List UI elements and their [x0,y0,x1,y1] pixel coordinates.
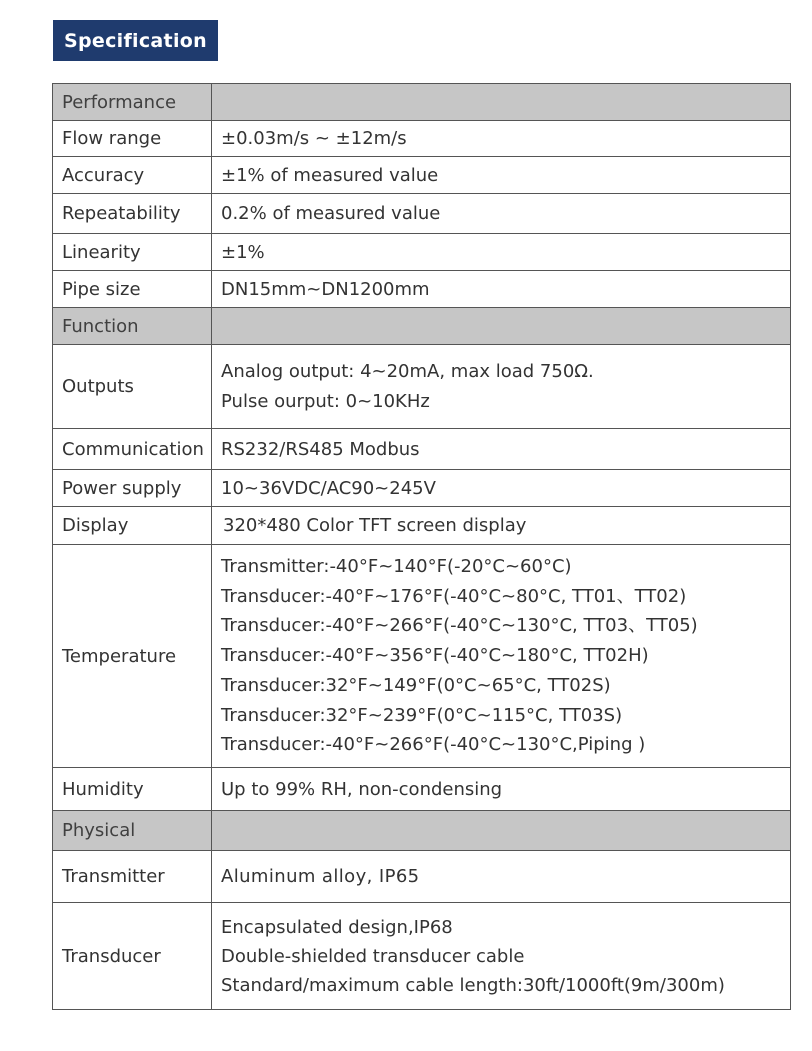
section-title: Performance [53,84,212,121]
row-label: Display [53,507,212,545]
temperature-line: Transducer:-40°F~356°F(-40°C~180°C, TT02H) [221,645,649,667]
table-row [53,234,791,271]
row-value [212,545,791,768]
row-value [212,903,791,1010]
output-line: Analog output: 4~20mA, max load 750Ω. [221,360,594,382]
row-label: Flow range [53,121,212,157]
table-row [53,194,791,234]
row-value: Up to 99% RH, non-condensing [212,768,791,811]
section-row-function [53,308,791,345]
row-value: ±1% [212,234,791,271]
row-label: Temperature [53,545,212,768]
row-label: Transducer [53,903,212,1010]
row-value: ±1% of measured value [212,157,791,194]
table-row [53,429,791,470]
table-row [53,768,791,811]
table-row-outputs [53,345,791,429]
row-label: Humidity [53,768,212,811]
temperature-line: Transducer:32°F~149°F(0°C~65°C, TT02S) [221,674,611,696]
temperature-line: Transducer:-40°F~176°F(-40°C~80°C, TT01、TT02) [221,585,687,607]
output-line: Pulse ourput: 0~10KHz [221,390,430,412]
table-row-transducer [53,903,791,1010]
section-filler [212,811,791,851]
specification-title: Specification [53,20,218,61]
section-filler [212,308,791,345]
section-title: Function [53,308,212,345]
section-row-physical [53,811,791,851]
section-row-performance [53,84,791,121]
temperature-line: Transducer:32°F~239°F(0°C~115°C, TT03S) [221,704,623,726]
row-value: 0.2% of measured value [212,194,791,234]
table-row [53,507,791,545]
row-value: 10~36VDC/AC90~245V [212,470,791,507]
row-label: Communication [53,429,212,470]
row-label: Transmitter [53,851,212,903]
temperature-line: Transducer:-40°F~266°F(-40°C~130°C,Piping ) [221,734,646,756]
row-value: 320*480 Color TFT screen display [212,507,791,545]
temperature-line: Transmitter:-40°F~140°F(-20°C~60°C) [221,556,572,578]
table-row [53,271,791,308]
table-row [53,851,791,903]
section-filler [212,84,791,121]
row-label: Accuracy [53,157,212,194]
table-row [53,121,791,157]
table-row [53,470,791,507]
table-row [53,157,791,194]
specification-table [52,83,791,1010]
row-value: ±0.03m/s ~ ±12m/s [212,121,791,157]
row-label: Repeatability [53,194,212,234]
row-label: Pipe size [53,271,212,308]
table-row-temperature [53,545,791,768]
section-title: Physical [53,811,212,851]
row-label: Power supply [53,470,212,507]
temperature-line: Transducer:-40°F~266°F(-40°C~130°C, TT03、TT05) [221,615,698,637]
row-label: Outputs [53,345,212,429]
row-value: DN15mm~DN1200mm [212,271,791,308]
row-value [212,345,791,429]
row-value: Aluminum alloy, IP65 [212,851,791,903]
transducer-line: Double-shielded transducer cable [221,945,525,967]
transducer-line: Encapsulated design,IP68 [221,916,453,938]
transducer-line: Standard/maximum cable length:30ft/1000ft(9m/300m) [221,974,725,996]
row-value: RS232/RS485 Modbus [212,429,791,470]
row-label: Linearity [53,234,212,271]
